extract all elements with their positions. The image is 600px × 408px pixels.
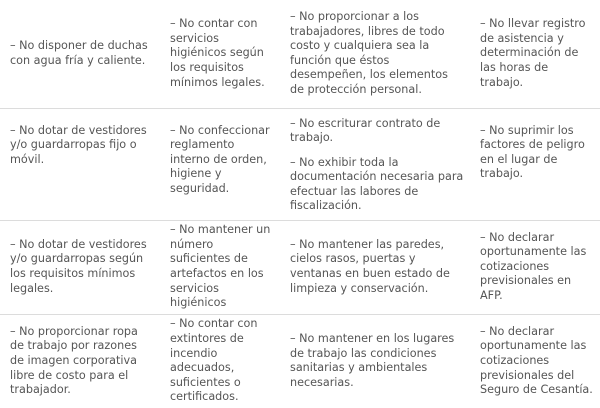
cell-text: – No dotar de vestidores y/o guardarropas según los requisitos mínimos legales. xyxy=(10,237,147,295)
table-cell xyxy=(160,220,280,314)
cell-text: – No disponer de duchas con agua fría y caliente. xyxy=(10,39,148,67)
table-row xyxy=(0,314,600,408)
cell-text: – No contar con extintores de incendio adecuados, suficientes o certificados. xyxy=(170,317,258,404)
table-cell xyxy=(0,108,160,220)
table-cell xyxy=(160,314,280,408)
cell-text: – No confeccionar reglamento interno de orden, higiene y seguridad. xyxy=(170,123,270,195)
cell-text: – No declarar oportunamente las cotizaciones previsionales del Seguro de Cesantía. xyxy=(480,324,593,397)
cell-text: – No mantener las paredes, cielos rasos, puertas y ventanas en buen estado de limpieza y conservación. xyxy=(290,237,450,295)
table-cell xyxy=(470,314,600,408)
table-row xyxy=(0,0,600,108)
table-row xyxy=(0,220,600,314)
table-cell xyxy=(160,108,280,220)
table-cell xyxy=(470,220,600,314)
cell-text: – No contar con servicios higiénicos según los requisitos mínimos legales. xyxy=(170,17,265,89)
cell-text: – No dotar de vestidores y/o guardarropas fijo o móvil. xyxy=(10,123,147,166)
table-cell xyxy=(160,0,280,108)
table-row xyxy=(0,108,600,220)
cell-text: – No escriturar contrato de trabajo. xyxy=(290,116,441,145)
cell-text: – No declarar oportunamente las cotizaciones previsionales en AFP. xyxy=(480,230,587,302)
cell-text: – No llevar registro de asistencia y determinación de las horas de trabajo. xyxy=(480,17,586,89)
table-cell xyxy=(470,0,600,108)
table-cell xyxy=(280,220,470,314)
table-cell xyxy=(470,108,600,220)
cell-text: – No exhibir toda la documentación necesaria para efectuar las labores de fiscalización. xyxy=(290,155,464,213)
cell-text: – No mantener en los lugares de trabajo las condiciones sanitarias y ambientales necesarias. xyxy=(290,332,455,389)
table-cell xyxy=(280,314,470,408)
table-cell xyxy=(0,314,160,408)
cell-text: – No suprimir los factores de peligro en el lugar de trabajo. xyxy=(480,123,585,181)
cell-text: – No proporcionar a los trabajadores, libres de todo costo y cualquiera sea la función que éstos desempeñen, los elementos de protección personal. xyxy=(290,9,448,96)
table-cell xyxy=(280,0,470,108)
table-cell xyxy=(0,220,160,314)
cell-text: – No mantener un número suficientes de artefactos en los servicios higiénicos xyxy=(170,223,271,310)
table-cell xyxy=(280,108,470,220)
table-cell xyxy=(0,0,160,108)
cell-text: – No proporcionar ropa de trabajo por razones de imagen corporativa libre de costo para el trabajador. xyxy=(10,324,138,397)
